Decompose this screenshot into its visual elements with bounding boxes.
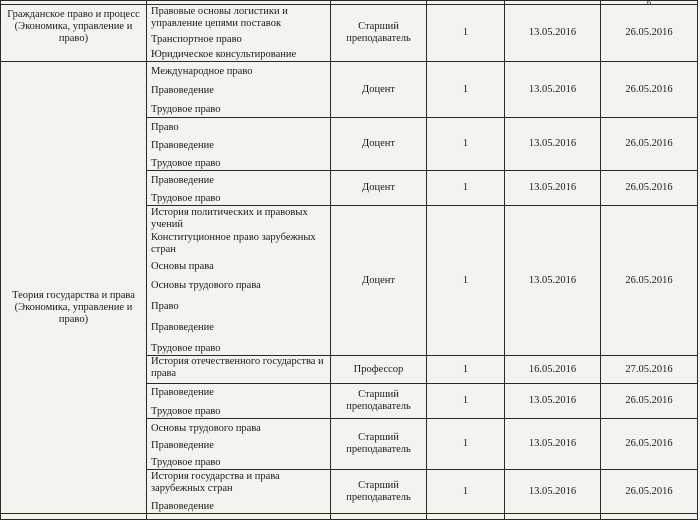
subject-name: Трудовое право — [151, 406, 221, 417]
subjects-cell — [147, 470, 331, 514]
position-cell: Старший преподаватель — [331, 470, 427, 514]
count-cell: 1 — [427, 62, 505, 118]
position-cell: Доцент — [331, 62, 427, 118]
subjects-cell — [147, 384, 331, 419]
subjects-cell — [147, 206, 331, 356]
subject-name: Трудовое право — [151, 457, 221, 468]
end-date-cell: 26.05.2016 — [601, 419, 698, 470]
subject-name: Правоведение — [151, 322, 214, 333]
start-date-cell: 13.05.2016 — [505, 5, 601, 62]
end-date-cell: 26.05.2016 — [601, 5, 698, 62]
subjects-cell — [147, 419, 331, 470]
subject-name: История политических и правовых учений — [151, 207, 308, 230]
position-cell: Старший преподаватель — [331, 419, 427, 470]
subject-name: Трудовое право — [151, 158, 221, 169]
count-cell: 1 — [427, 419, 505, 470]
position-cell: Старший преподаватель — [331, 5, 427, 62]
subject-name: Конституционное право зарубежных стран — [151, 232, 316, 255]
table-row — [1, 62, 698, 118]
table-row-cut — [1, 514, 698, 520]
position-cell: Доцент — [331, 118, 427, 171]
count-cell: 1 — [427, 171, 505, 206]
subject-name: Правовые основы логистики и управление цепями поставок — [151, 6, 288, 29]
subject-name: Правоведение — [151, 440, 214, 451]
start-date-cell: 13.05.2016 — [505, 470, 601, 514]
subject-name: Правоведение — [151, 175, 214, 186]
count-cell: 1 — [427, 356, 505, 384]
end-date-cell: 26.05.2016 — [601, 206, 698, 356]
end-date-cell: 26.05.2016 — [601, 62, 698, 118]
position-cell: Старший преподаватель — [331, 384, 427, 419]
count-cell: 1 — [427, 470, 505, 514]
subject-name: Трудовое право — [151, 193, 221, 204]
subjects-cell — [147, 62, 331, 118]
count-cell: 1 — [427, 118, 505, 171]
subjects-cell — [147, 356, 331, 384]
end-date-cell: 27.05.2016 — [601, 356, 698, 384]
subjects-cell — [147, 5, 331, 62]
subject-name: История государства и права зарубежных стран — [151, 471, 280, 494]
position-cell: Доцент — [331, 171, 427, 206]
subjects-cell — [147, 171, 331, 206]
end-date-cell: 26.05.2016 — [601, 384, 698, 419]
start-date-cell: 13.05.2016 — [505, 118, 601, 171]
subject-name: Право — [151, 301, 179, 312]
position-cell: Доцент — [331, 206, 427, 356]
end-date-cell: 26.05.2016 — [601, 470, 698, 514]
start-date-cell: 13.05.2016 — [505, 206, 601, 356]
subject-name: Международное право — [151, 66, 253, 77]
subject-name: Право — [151, 122, 179, 133]
table-row — [1, 5, 698, 62]
subject-name: Юридическое консультирование — [151, 49, 297, 60]
subject-name: Правоведение — [151, 140, 214, 151]
subject-name: Правоведение — [151, 387, 214, 398]
subject-name: Трудовое право — [151, 343, 221, 354]
start-date-cell: 13.05.2016 — [505, 419, 601, 470]
count-cell: 1 — [427, 5, 505, 62]
count-cell: 1 — [427, 384, 505, 419]
department-cell: Теория государства и права (Экономика, управление и право) — [1, 62, 147, 514]
position-cell: Профессор — [331, 356, 427, 384]
header-col-number: 6 — [601, 1, 698, 5]
subject-name: Правоведение — [151, 501, 214, 512]
subject-name: Основы трудового права — [151, 423, 261, 434]
start-date-cell: 16.05.2016 — [505, 356, 601, 384]
subject-name: Основы трудового права — [151, 280, 261, 291]
start-date-cell: 13.05.2016 — [505, 384, 601, 419]
subject-name: Основы права — [151, 261, 214, 272]
subject-name: Правоведение — [151, 85, 214, 96]
subjects-cell — [147, 118, 331, 171]
start-date-cell: 13.05.2016 — [505, 171, 601, 206]
count-cell: 1 — [427, 206, 505, 356]
subject-name: История отечественного государства и права — [151, 356, 324, 379]
subject-name: Трудовое право — [151, 104, 221, 115]
end-date-cell: 26.05.2016 — [601, 171, 698, 206]
subject-name: Транспортное право — [151, 34, 242, 45]
end-date-cell: 26.05.2016 — [601, 118, 698, 171]
start-date-cell: 13.05.2016 — [505, 62, 601, 118]
department-cell: Гражданское право и процесс (Экономика, управление и право) — [1, 5, 147, 62]
